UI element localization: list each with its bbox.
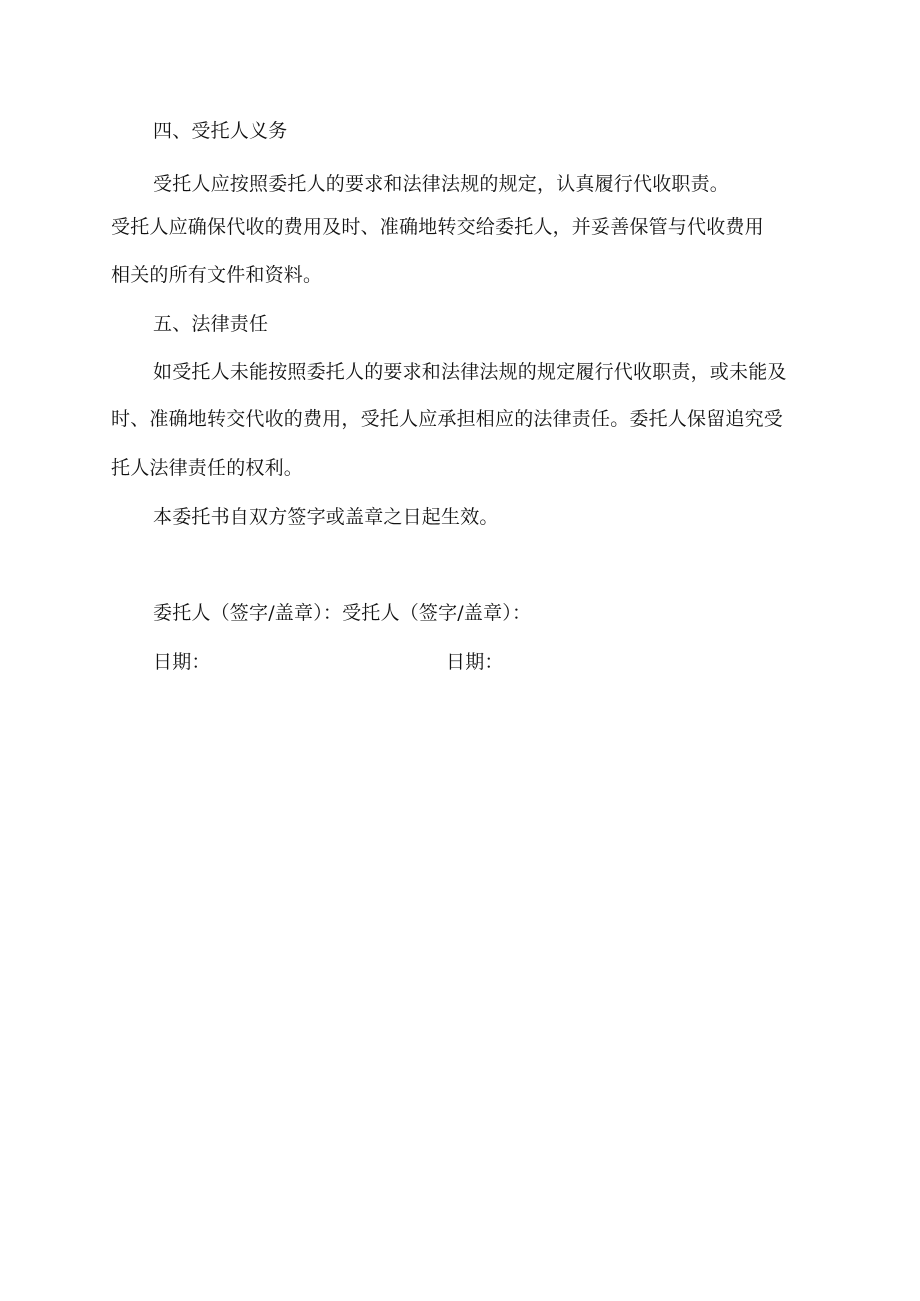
section-heading-liability: 五、法律责任 <box>153 313 269 335</box>
liability-paragraph-line-1: 如受托人未能按照委托人的要求和法律法规的规定履行代收职责，或未能及 <box>153 361 787 383</box>
agent-date-label: 日期： <box>446 651 504 673</box>
effective-clause: 本委托书自双方签字或盖章之日起生效。 <box>153 506 499 528</box>
obligations-paragraph-line-3: 相关的所有文件和资料。 <box>111 264 323 286</box>
liability-paragraph-line-2: 时、准确地转交代收的费用，受托人应承担相应的法律责任。委托人保留追究受 <box>111 408 784 430</box>
principal-date-label: 日期： <box>153 651 211 673</box>
obligations-paragraph-line-1: 受托人应按照委托人的要求和法律法规的规定，认真履行代收职责。 <box>153 173 730 195</box>
section-heading-obligations: 四、受托人义务 <box>153 120 288 142</box>
liability-paragraph-line-3: 托人法律责任的权利。 <box>111 457 304 479</box>
signature-labels: 委托人（签字/盖章）：受托人（签字/盖章）： <box>153 602 532 624</box>
obligations-paragraph-line-2: 受托人应确保代收的费用及时、准确地转交给委托人，并妥善保管与代收费用 <box>111 216 764 238</box>
